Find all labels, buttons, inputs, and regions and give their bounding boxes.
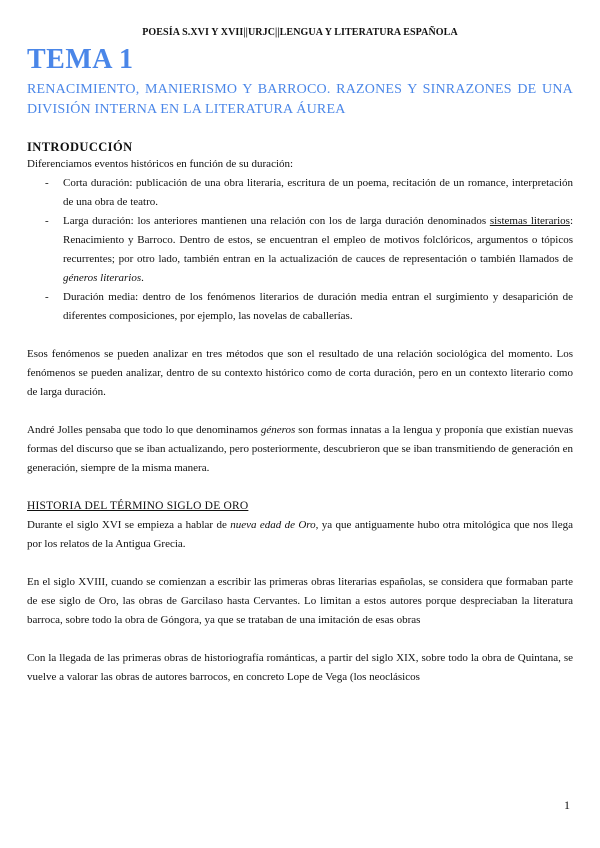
paragraph: En el siglo XVIII, cuando se comienzan a escribir las primeras obras literarias españolas, se considera que formaban parte de ese siglo de Oro, las obras de Garcilaso hasta Cervantes. Lo limitan a estos autores porque despreciaban la literatura barroca, sobre todo la obra de Góngora, ya que se trataban de una imitación de esas obras (27, 576, 573, 626)
paragraph (27, 421, 573, 478)
italic-term: nueva edad de Oro, (230, 519, 319, 531)
page-number: 1 (564, 798, 570, 812)
paragraph (27, 516, 573, 554)
historia-heading: HISTORIA DEL TÉRMINO SIGLO DE ORO (27, 500, 249, 512)
paragraph-text: André Jolles pensaba que todo lo que denominamos (27, 424, 261, 436)
duration-list (27, 174, 573, 326)
dash-bullet: - (45, 177, 49, 189)
italic-term: géneros literarios (63, 272, 142, 284)
italic-term: géneros (260, 424, 296, 436)
paragraph-text: Durante el siglo XVI se empieza a hablar de (27, 519, 231, 531)
dash-bullet: - (45, 215, 49, 227)
dash-bullet: - (45, 291, 49, 303)
list-item (27, 212, 573, 288)
intro-lead: Diferenciamos eventos históricos en función de su duración: (27, 158, 294, 170)
underlined-term: sistemas literarios (489, 215, 570, 227)
body-content (27, 139, 573, 687)
list-item-text: : Renacimiento y Barroco. Dentro de estos, se encuentran el empleo de motivos folclóricos, argumentos o tópicos recurrentes; por otro lado, también entran en la actualización de cauces de representación o también llamados de (63, 215, 574, 265)
paragraph-text: ya que antiguamente hubo otra mitológica que nos llega por los relatos de la Antigua Grecia. (27, 519, 573, 550)
paragraph: Con la llegada de las primeras obras de historiografía románticas, a partir del siglo XIX, sobre todo la obra de Quintana, se vuelve a valorar las obras de autores barrocos, en concreto Lope de Vega (los neoclásicos (27, 652, 573, 683)
list-item (27, 174, 573, 212)
intro-heading: INTRODUCCIÓN (27, 140, 133, 154)
list-item (27, 288, 573, 326)
chapter-title: TEMA 1 (27, 44, 134, 75)
paragraph: Esos fenómenos se pueden analizar en tres métodos que son el resultado de una relación sociológica del momento. Los fenómenos se pueden analizar, dentro de su contexto histórico como de corta duración, pero en un contexto literario como de larga duración. (27, 348, 573, 398)
running-header: POESÍA S.XVI Y XVII||URJC||LENGUA Y LITERATURA ESPAÑOLA (142, 27, 458, 38)
chapter-subtitle: RENACIMIENTO, MANIERISMO Y BARROCO. RAZONES Y SINRAZONES DE UNA DIVISIÓN INTERNA EN LA LITERATURA ÁUREA (27, 82, 573, 117)
list-item-text: Duración media: dentro de los fenómenos literarios de duración media entran el surgimiento y desaparición de diferentes composiciones, por ejemplo, las novelas de caballerías. (63, 291, 573, 322)
list-item-text: . (141, 272, 144, 284)
list-item-text: Larga duración: los anteriores mantienen una relación con los de larga duración denominados (63, 215, 490, 227)
paragraph-text: son formas innatas a la lengua y proponía que existían nuevas formas del discurso que se iban actualizando, pero posteriormente, descubrieron que se iban transmitiendo de generación en generación, siempre de la misma manera. (27, 424, 573, 474)
list-item-text: Corta duración: publicación de una obra literaria, escritura de un poema, recitación de un romance, interpretación de una obra de teatro. (63, 177, 573, 208)
